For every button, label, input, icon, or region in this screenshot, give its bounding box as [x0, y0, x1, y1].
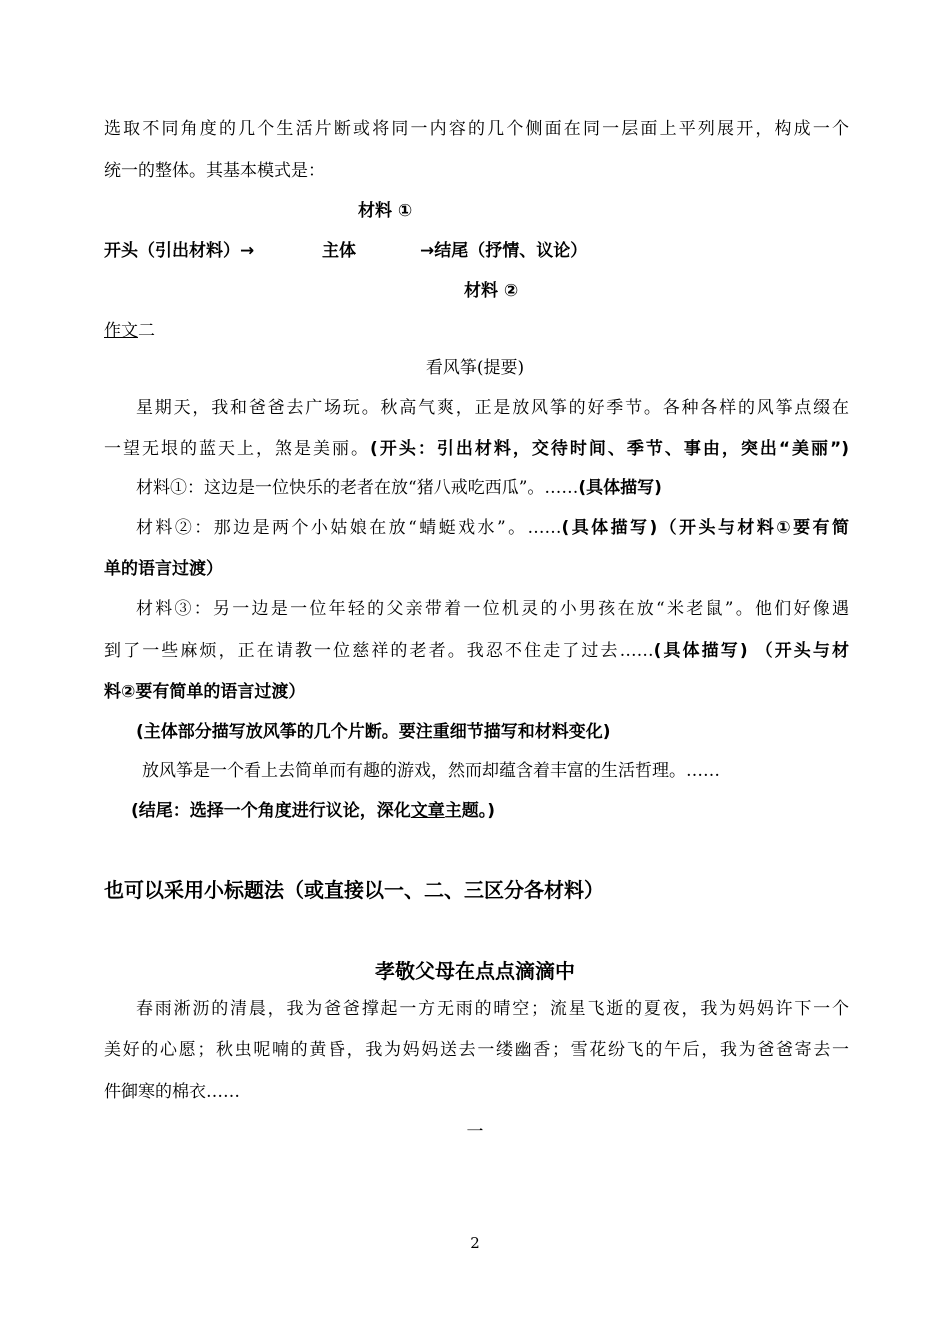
- essay2-material-2-cont: 单的语言过渡）: [104, 559, 223, 579]
- essay2-label: [104, 320, 849, 342]
- page-number: 2: [470, 1234, 480, 1252]
- essay2-label-a: 作文: [104, 321, 138, 341]
- m3-text: 到了一些麻烦，正在请教一位慈祥的老者。我忍不住走了过去……: [104, 641, 654, 661]
- essay2-ending: 放风筝是一个看上去简单而有趣的游戏，然而却蕴含着丰富的生活哲理。……: [142, 761, 720, 781]
- m2-text: 材料②：那边是两个小姑娘在放“蜻蜓戏水”。……: [136, 518, 562, 538]
- essay3-line3: 件御寒的棉衣……: [104, 1082, 240, 1102]
- method-subtitle: 也可以采用小标题法（或直接以一、二、三区分各材料）: [104, 878, 604, 902]
- end-note-c: 主题。): [444, 801, 496, 821]
- end-note-b: 文章: [410, 801, 445, 821]
- essay2-label-b: 二: [138, 321, 155, 341]
- intro-line-1: 选取不同角度的几个生活片断或将同一内容的几个侧面在同一层面上平列展开，构成一个: [104, 119, 849, 139]
- m1-text: 材料①：这边是一位快乐的老者在放“猪八戒吃西瓜”。……: [136, 478, 579, 498]
- essay3-section-heading: 一: [466, 1122, 484, 1142]
- essay2-material-1: [136, 477, 881, 499]
- schema-row: [104, 240, 849, 262]
- m1-note: (具体描写): [578, 478, 662, 498]
- m3-note: (具体描写) （开头与材: [653, 641, 849, 661]
- schema-body: 主体: [322, 241, 356, 261]
- essay2-p1-note: (开头：引出材料，交待时间、季节、事由，突出“美丽”): [370, 439, 850, 459]
- schema-material-1: 材料 ①: [358, 201, 413, 221]
- essay2-p1-line1: 星期天，我和爸爸去广场玩。秋高气爽，正是放风筝的好季节。各种各样的风筝点缀在: [136, 398, 849, 418]
- end-note-a: (结尾：选择一个角度进行议论，深化: [131, 801, 411, 821]
- m2-note: (具体描写)（开头与材料①要有简: [561, 518, 849, 538]
- essay2-title: 看风筝(提要): [425, 358, 525, 378]
- intro-line-2: 统一的整体。其基本模式是：: [104, 161, 325, 181]
- essay2-p1-line2: [104, 438, 849, 460]
- essay3-line2: 美好的心愿；秋虫呢喃的黄昏，我为妈妈送去一缕幽香；雪花纷飞的午后，我为爸爸寄去一: [104, 1040, 849, 1060]
- essay2-end-note: [131, 800, 876, 822]
- essay3-title: 孝敬父母在点点滴滴中: [375, 959, 575, 983]
- essay2-material-2: [136, 517, 849, 539]
- essay2-p1-text: 一望无垠的蓝天上，煞是美丽。: [104, 439, 371, 459]
- essay3-line1: 春雨淅沥的清晨，我为爸爸撑起一方无雨的晴空；流星飞逝的夏夜，我为妈妈许下一个: [136, 999, 849, 1019]
- essay2-body-note: (主体部分描写放风筝的几个片断。要注重细节描写和材料变化): [136, 722, 611, 742]
- essay2-material-3-line3: 料②要有简单的语言过渡）: [104, 682, 306, 702]
- schema-material-2: 材料 ②: [464, 281, 519, 301]
- schema-end: →结尾（抒情、议论）: [420, 241, 588, 261]
- essay2-material-3-line1: 材料③：另一边是一位年轻的父亲带着一位机灵的小男孩在放“米老鼠”。他们好像遇: [136, 599, 849, 619]
- schema-start: 开头（引出材料）→: [104, 241, 255, 261]
- essay2-material-3-line2: [104, 640, 849, 662]
